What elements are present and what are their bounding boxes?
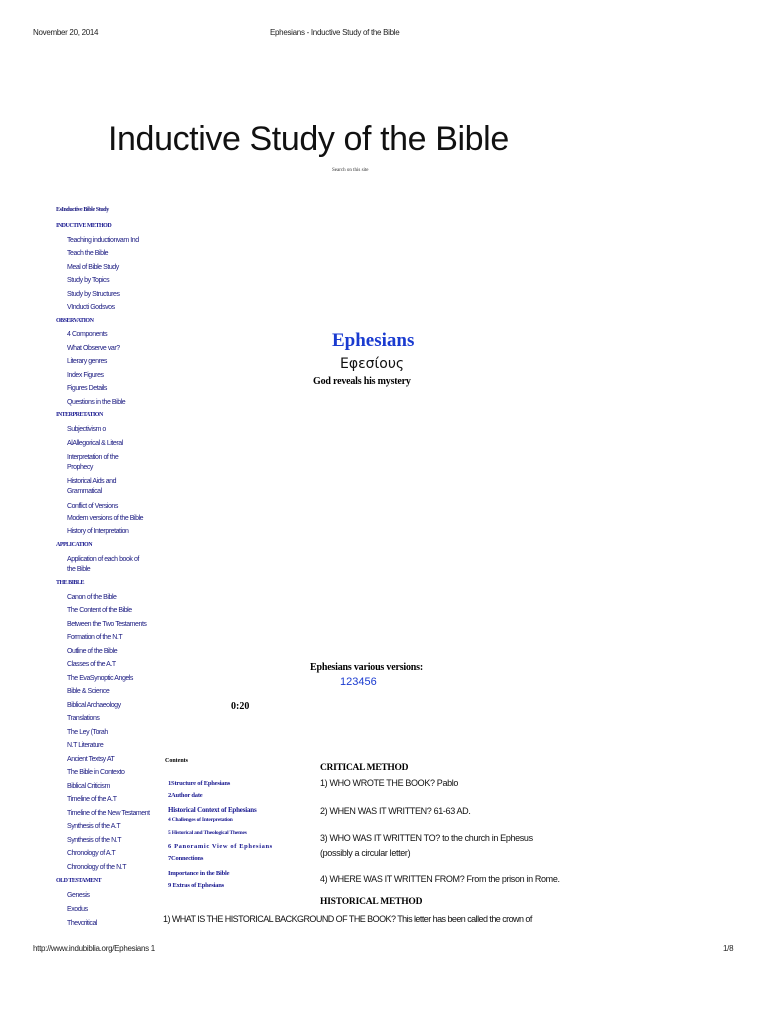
nav-item[interactable]: AlAllegorical & Literal	[67, 440, 123, 447]
nav-item[interactable]: The Content of the Bible	[67, 607, 132, 614]
nav-item[interactable]: Translations	[67, 715, 100, 722]
print-url: http://www.indubiblia.org/Ephesians 1	[33, 944, 155, 953]
nav-item[interactable]: Canon of the Bible	[67, 594, 117, 601]
toc-item[interactable]: 7Connections	[168, 855, 204, 862]
question-2: 2) WHEN WAS IT WRITTEN? 61-63 AD.	[320, 806, 471, 816]
toc-item[interactable]: Historical Context of Ephesians	[168, 806, 257, 814]
versions-links[interactable]: 123456	[340, 676, 377, 688]
nav-item[interactable]: Historical Aids and	[67, 478, 117, 485]
nav-item[interactable]: Biblical Archaeology	[67, 702, 121, 709]
nav-section-inductive-method[interactable]: INDUCTIVE METHOD	[56, 223, 112, 229]
nav-item[interactable]: Questions in the Bible	[67, 399, 126, 406]
nav-item[interactable]: The Bible in Contexto	[67, 769, 125, 776]
nav-item[interactable]: VInducti Godsvos	[67, 304, 115, 311]
nav-item[interactable]: Classes of the A.T	[67, 661, 116, 668]
nav-item[interactable]: Chronology of the N.T	[67, 864, 127, 871]
historical-method-heading: HISTORICAL METHOD	[320, 897, 423, 907]
nav-item[interactable]: Timeline of the New Testament	[67, 810, 150, 817]
nav-item[interactable]: Biblical Criticism	[67, 783, 110, 790]
print-date: November 20, 2014	[33, 28, 99, 37]
toc-item[interactable]: 2Author date	[168, 792, 203, 799]
book-title: Ephesians	[332, 330, 415, 351]
nav-item[interactable]: Grammatical	[67, 488, 102, 495]
historical-question-1: 1) WHAT IS THE HISTORICAL BACKGROUND OF THE BOOK? This letter has been called the crown of	[163, 914, 532, 924]
nav-item[interactable]: 4 Components	[67, 331, 108, 338]
nav-item[interactable]: Meal of Bible Study	[67, 264, 119, 271]
nav-item[interactable]: Teaching inductionvam Ind	[67, 237, 139, 244]
nav-item[interactable]: Bible & Science	[67, 688, 110, 695]
critical-method-heading: CRITICAL METHOD	[320, 763, 409, 773]
nav-item-genesis[interactable]: Genesis	[67, 892, 90, 899]
nav-item[interactable]: History of Interpretation	[67, 528, 129, 535]
question-1: 1) WHO WROTE THE BOOK? Pablo	[320, 778, 459, 788]
toc-item[interactable]: 1Structure of Ephesians	[168, 780, 231, 787]
nav-item[interactable]: Study by Structures	[67, 291, 120, 298]
nav-section-the-bible[interactable]: THE BIBLE	[56, 580, 85, 586]
nav-item[interactable]: Literary genres	[67, 358, 107, 365]
nav-item[interactable]: N.T Literature	[67, 742, 104, 749]
search-link[interactable]: Search on this site	[332, 168, 369, 173]
toc-item[interactable]: 4 Challenges of Interpretation	[168, 817, 233, 823]
nav-item[interactable]: Ancient Textsy AT	[67, 756, 115, 763]
toc-item[interactable]: Importance in the Bible	[168, 870, 230, 877]
nav-item[interactable]: Conflict of Versions	[67, 503, 118, 510]
nav-item[interactable]: The EvaSynoptic Angels	[67, 675, 133, 682]
question-3: 3) WHO WAS IT WRITTEN TO? to the church in Ephesus	[320, 833, 533, 843]
nav-item[interactable]: Index Figures	[67, 372, 104, 379]
greek-title: Εφεσίους	[340, 356, 405, 372]
audio-timer: 0:20	[231, 701, 250, 712]
question-3-cont: (possibly a circular letter)	[320, 848, 411, 858]
nav-item[interactable]: Outline of the Bible	[67, 648, 118, 655]
nav-section-old-testament[interactable]: OLD TESTAMENT	[56, 878, 102, 884]
book-subtitle: God reveals his mystery	[313, 376, 411, 387]
nav-item[interactable]: Teach the Bible	[67, 250, 109, 257]
site-title: Inductive Study of the Bible	[108, 120, 509, 158]
nav-item[interactable]: Modern versions of the Bible	[67, 515, 144, 522]
nav-item[interactable]: the Bible	[67, 566, 91, 573]
nav-home[interactable]: EsInductive Bible Study	[56, 207, 109, 213]
nav-item[interactable]: Synthesis of the N.T	[67, 837, 122, 844]
toc-item[interactable]: 5 Historical and Theological Themes	[168, 830, 247, 836]
toc-item[interactable]: 6 Panoramic View of Ephesians	[168, 843, 273, 850]
nav-item[interactable]: Study by Topics	[67, 277, 110, 284]
nav-item[interactable]: Synthesis of the A.T	[67, 823, 121, 830]
contents-heading: Contents	[165, 758, 189, 764]
nav-item[interactable]: Chronology of A.T	[67, 850, 116, 857]
versions-label: Ephesians various versions:	[310, 662, 423, 673]
nav-section-interpretation[interactable]: INTERPRETATION	[56, 412, 103, 418]
nav-item[interactable]: Thevcritical	[67, 920, 97, 927]
print-page-number: 1/8	[723, 944, 734, 953]
nav-item[interactable]: Interpretation of the	[67, 454, 119, 461]
nav-item[interactable]: Figures Details	[67, 385, 107, 392]
nav-item[interactable]: Formation of the N.T	[67, 634, 123, 641]
toc-item[interactable]: 9 Extras of Ephesians	[168, 882, 224, 889]
print-doc-title: Ephesians - Inductive Study of the Bible	[270, 28, 400, 37]
nav-item[interactable]: What Observe var?	[67, 345, 120, 352]
question-4: 4) WHERE WAS IT WRITTEN FROM? From the prison in Rome.	[320, 874, 560, 884]
nav-item[interactable]: Application of each book of	[67, 556, 139, 563]
nav-section-observation[interactable]: OBSERVATION	[56, 318, 94, 324]
nav-item[interactable]: Subjectivism o	[67, 426, 106, 433]
nav-item-exodus[interactable]: Exodus	[67, 906, 88, 913]
nav-item[interactable]: Prophecy	[67, 464, 93, 471]
nav-item[interactable]: Between the Two Testaments	[67, 621, 147, 628]
nav-item[interactable]: Timeline of the A.T	[67, 796, 117, 803]
nav-section-application[interactable]: APPLICATION	[56, 542, 93, 548]
nav-item[interactable]: The Ley (Torah	[67, 729, 108, 736]
